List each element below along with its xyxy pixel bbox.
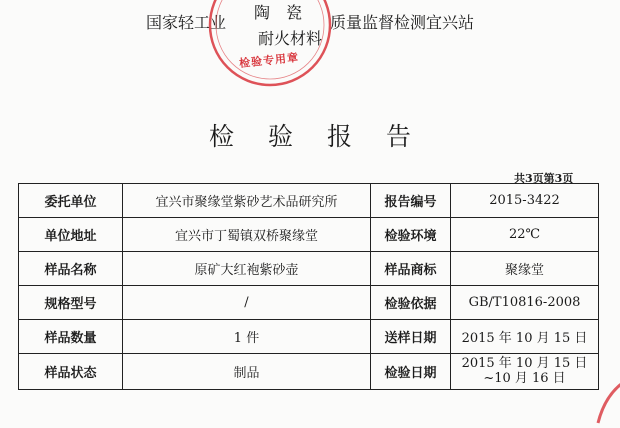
field-value: 宜兴市聚缘堂紫砂艺术品研究所 [123,184,371,218]
org-name-part3: 质量监督检测宜兴站 [330,13,475,32]
field-value: 原矿大红袍紫砂壶 [123,252,371,286]
field-value-line: 2015 年 10 月 15 日 [461,356,588,371]
field-label: 样品名称 [19,252,123,286]
field-label: 单位地址 [19,218,123,252]
field-value: / [123,286,371,320]
table-row [19,252,599,286]
field-label: 样品状态 [19,354,123,390]
table-row [19,354,599,390]
field-label: 检验依据 [371,286,451,320]
seal-text: 检验专用章 [238,50,300,71]
field-value: 2015 年 10 月 15 日 [451,320,599,354]
report-info-table [18,183,599,390]
field-label: 检验日期 [371,354,451,390]
field-label: 样品数量 [19,320,123,354]
table-row [19,320,599,354]
field-value: 制品 [123,354,371,390]
org-name-part2: 陶 瓷 [254,3,303,22]
table-row [19,184,599,218]
field-label: 委托单位 [19,184,123,218]
field-value: 2015-3422 [451,184,599,218]
page-count: 共3页第3页 [514,172,574,185]
inspection-seal [205,0,335,90]
field-value: GB/T10816-2008 [451,286,599,320]
table-row [19,286,599,320]
field-label: 规格型号 [19,286,123,320]
field-label: 检验环境 [371,218,451,252]
field-label: 样品商标 [371,252,451,286]
table-row [19,218,599,252]
field-value: 聚缘堂 [451,252,599,286]
org-name-part1: 国家轻工业 [146,13,227,32]
field-value: 1 件 [123,320,371,354]
field-value-line: ~10 月 16 日 [483,371,566,386]
org-name-part4: 耐火材料 [258,29,323,48]
field-value: 22℃ [451,218,599,252]
field-label: 报告编号 [371,184,451,218]
report-title: 检验报告 [208,122,445,151]
field-value [451,354,599,390]
field-value: 宜兴市丁蜀镇双桥聚缘堂 [123,218,371,252]
seal-edge-mark [588,368,620,428]
field-label: 送样日期 [371,320,451,354]
